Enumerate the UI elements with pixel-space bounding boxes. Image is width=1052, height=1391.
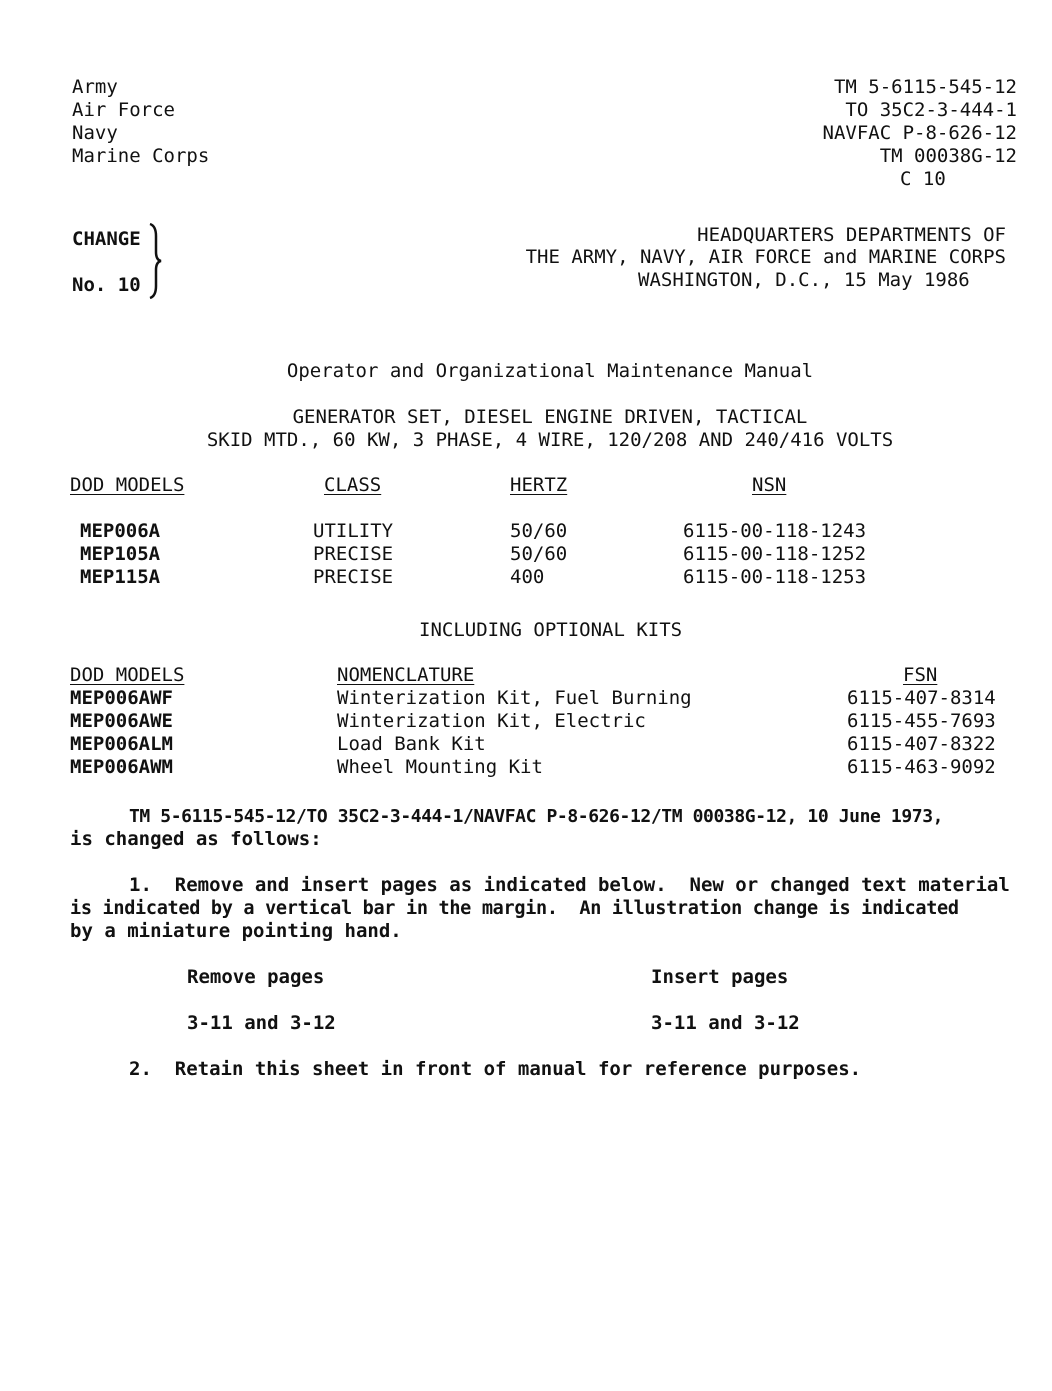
remove-pages-value: 3-11 and 3-12 <box>187 1012 336 1034</box>
insert-pages-value: 3-11 and 3-12 <box>651 1012 800 1034</box>
table-row-model: MEP006AWM <box>70 756 173 778</box>
brace-graphic <box>148 222 162 300</box>
table-row-fsn: 6115-407-8322 <box>847 733 996 755</box>
pub-change-code: C 10 <box>900 168 946 190</box>
para1-line-1: 1. Remove and insert pages as indicated below. New or changed text material <box>129 874 1010 896</box>
table-row-nsn: 6115-00-118-1243 <box>683 520 867 542</box>
hq-line-3: WASHINGTON, D.C., 15 May 1986 <box>638 269 970 291</box>
pub-navfac: NAVFAC P-8-626-12 <box>822 122 1017 144</box>
change-number: No. 10 <box>72 274 141 296</box>
intro-line-2: is changed as follows: <box>70 828 322 850</box>
branch-air-force: Air Force <box>72 99 175 121</box>
equipment-line-1: GENERATOR SET, DIESEL ENGINE DRIVEN, TACTICAL <box>292 406 808 428</box>
para2-line: 2. Retain this sheet in front of manual for reference purposes. <box>129 1058 862 1080</box>
pub-tm-marine: TM 00038G-12 <box>879 145 1017 167</box>
table-row-hertz: 400 <box>510 566 545 588</box>
equipment-line-2: SKID MTD., 60 KW, 3 PHASE, 4 WIRE, 120/208 AND 240/416 VOLTS <box>206 429 894 451</box>
pub-tm: TM 5-6115-545-12 <box>833 76 1017 98</box>
table-row-model: MEP105A <box>80 543 161 565</box>
table-row-class: UTILITY <box>313 520 394 542</box>
branch-army: Army <box>72 76 118 98</box>
table-row-nomenclature: Load Bank Kit <box>337 733 486 755</box>
table-row-model: MEP006ALM <box>70 733 173 755</box>
table-row-class: PRECISE <box>313 566 394 588</box>
table-row-model: MEP006AWF <box>70 687 173 709</box>
insert-pages-label: Insert pages <box>651 966 789 988</box>
table-row-model: MEP006AWE <box>70 710 173 732</box>
table-row-model: MEP115A <box>80 566 161 588</box>
kits-header-nomenclature: NOMENCLATURE <box>337 664 475 686</box>
table-row-nomenclature: Winterization Kit, Electric <box>337 710 646 732</box>
kits-header-model: DOD MODELS <box>70 664 185 686</box>
kits-heading: INCLUDING OPTIONAL KITS <box>419 619 683 641</box>
table-row-fsn: 6115-407-8314 <box>847 687 996 709</box>
table-row-fsn: 6115-463-9092 <box>847 756 996 778</box>
manual-title: Operator and Organizational Maintenance Manual <box>286 360 814 382</box>
table-row-nsn: 6115-00-118-1253 <box>683 566 867 588</box>
hq-line-1: HEADQUARTERS DEPARTMENTS OF <box>697 224 1006 246</box>
para1-line-3: by a miniature pointing hand. <box>70 920 402 942</box>
models-header-hertz: HERTZ <box>510 474 568 496</box>
models-header-model: DOD MODELS <box>70 474 185 496</box>
remove-pages-label: Remove pages <box>187 966 325 988</box>
branch-navy: Navy <box>72 122 118 144</box>
table-row-fsn: 6115-455-7693 <box>847 710 996 732</box>
hq-line-2: THE ARMY, NAVY, AIR FORCE and MARINE CORPS <box>525 246 1006 268</box>
table-row-nomenclature: Wheel Mounting Kit <box>337 756 543 778</box>
table-row-hertz: 50/60 <box>510 543 568 565</box>
table-row-hertz: 50/60 <box>510 520 568 542</box>
table-row-model: MEP006A <box>80 520 161 542</box>
para1-line-2: is indicated by a vertical bar in the margin. An illustration change is indicated <box>70 898 959 919</box>
kits-header-fsn: FSN <box>903 664 938 686</box>
change-label: CHANGE <box>72 228 141 250</box>
table-row-class: PRECISE <box>313 543 394 565</box>
branch-marine-corps: Marine Corps <box>72 145 210 167</box>
models-header-nsn: NSN <box>752 474 787 496</box>
pub-to: TO 35C2-3-444-1 <box>845 99 1017 121</box>
intro-line-1: TM 5-6115-545-12/TO 35C2-3-444-1/NAVFAC P-8-626-12/TM 00038G-12, 10 June 1973, <box>129 806 944 827</box>
table-row-nomenclature: Winterization Kit, Fuel Burning <box>337 687 692 709</box>
table-row-nsn: 6115-00-118-1252 <box>683 543 867 565</box>
models-header-class: CLASS <box>324 474 382 496</box>
